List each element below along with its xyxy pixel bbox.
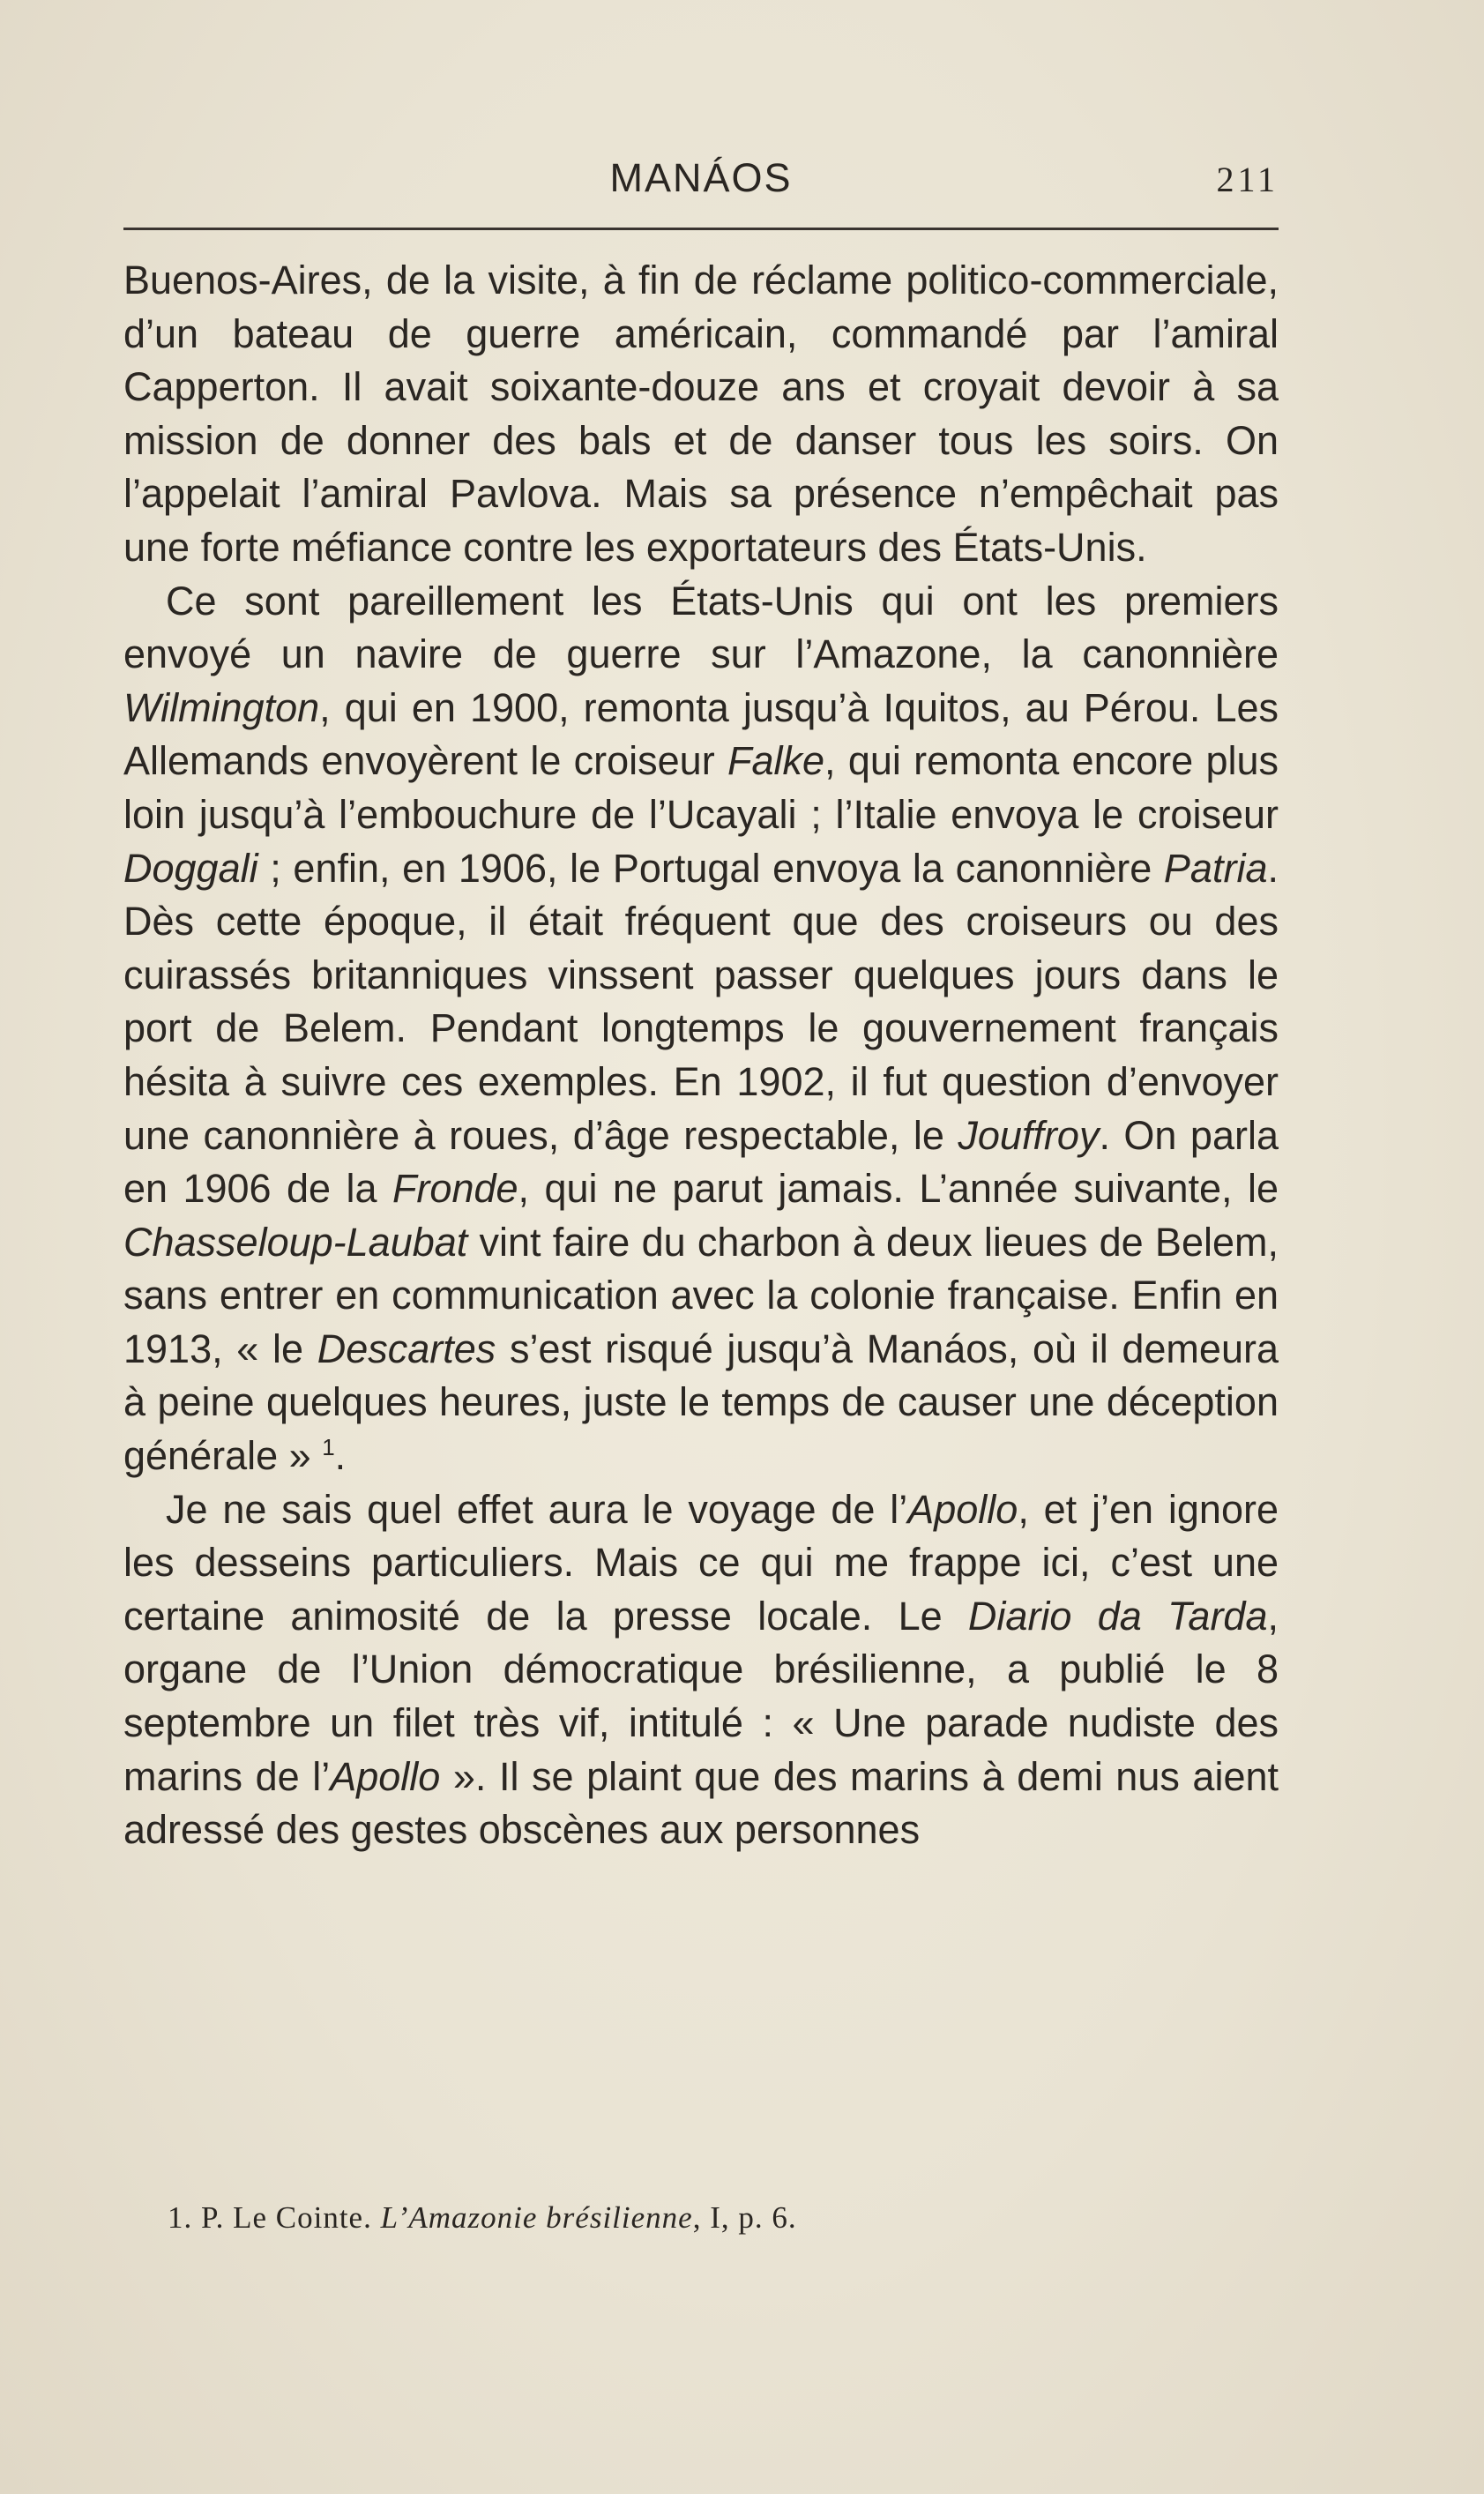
italic-title: Patria — [1163, 845, 1268, 891]
text-run: . Dès cette époque, il était fréquent que des croiseurs ou des cuirassés britanniques vinssent passer quelques jours dans le port de Belem. Pendant longtemps le gouvernement français hésita à suivre ces exemples. En 1902, il fut question d’envoyer une canonnière à roues, d’âge respectable, le — [123, 845, 1279, 1158]
text-run: Ce sont pareillement les États-Unis qui ont les premiers envoyé un navire de guerre sur l’Amazone, la canonnière — [123, 578, 1279, 677]
text-run: Buenos-Aires, de la visite, à fin de réclame politico-commerciale, d’un bateau de guerre américain, commandé par l’amiral Capperton. Il avait soixante-douze ans et croyait devoir à sa mission de donner des bals et de danser tous les soirs. On l’appelait l’amiral Pavlova. Mais sa présence n’empêchait pas une forte méfiance contre les exportateurs des États-Unis. — [123, 258, 1279, 570]
text-run: , et j’en ignore les desseins particuliers. Mais ce qui me frappe ici, c’est une certaine animosité de la presse locale. Le — [123, 1486, 1279, 1639]
page-number: 211 — [1216, 160, 1279, 199]
paragraph-continuation — [123, 254, 1279, 575]
running-head — [123, 155, 1279, 217]
text-run: s’est risqué jusqu’à Manáos, où il demeura à peine quelques heures, juste le temps de causer une déception générale » — [123, 1325, 1279, 1479]
text-run: , qui remonta encore plus loin jusqu’à l’embouchure de l’Ucayali ; l’Italie envoya le croiseur — [123, 738, 1279, 837]
text-run: vint faire du charbon à deux lieues de Belem, sans entrer en communication avec la colonie française. Enfin en 1913, « le — [123, 1219, 1279, 1371]
footnote-author: P. Le Cointe. — [201, 2200, 372, 2235]
footnote-number: 1. — [168, 2200, 193, 2235]
text-run: , qui en 1900, remonta jusqu’à Iquitos, au Pérou. Les Allemands envoyèrent le croiseur — [123, 684, 1279, 784]
paragraph-warships — [123, 575, 1279, 1483]
italic-title: Descartes — [317, 1325, 496, 1371]
text-run: , qui ne parut jamais. L’année suivante, le — [518, 1166, 1279, 1212]
running-title: MANÁOS — [609, 155, 793, 200]
footnote — [168, 2200, 1279, 2236]
italic-title: Chasseloup-Laubat — [123, 1219, 468, 1265]
italic-title: Falke — [727, 738, 825, 784]
paragraph-apollo — [123, 1483, 1279, 1857]
header-rule — [123, 228, 1279, 230]
text-run: . — [334, 1433, 347, 1479]
italic-title: Apollo — [907, 1486, 1018, 1532]
footnote-ref: 1 — [322, 1434, 335, 1461]
italic-title: Apollo — [330, 1753, 441, 1799]
italic-title: Jouffroy — [958, 1112, 1100, 1158]
text-run: . On parla en 1906 de la — [123, 1112, 1279, 1212]
body-text — [123, 254, 1279, 1857]
footnote-rest: , I, p. 6. — [692, 2200, 797, 2235]
italic-title: Wilmington — [123, 684, 320, 730]
text-run: , organe de l’Union démocratique brésilienne, a publié le 8 septembre un filet très vif, intitulé : « Une parade nudiste des marins de l’ — [123, 1593, 1279, 1799]
text-run: ». Il se plaint que des marins à demi nus aient adressé des gestes obscènes aux personnes — [123, 1753, 1279, 1853]
italic-title: Diario da Tarda — [967, 1593, 1268, 1639]
text-run: Je ne sais quel effet aura le voyage de l’ — [166, 1486, 908, 1532]
italic-title: Doggali — [123, 845, 258, 891]
footnote-title: L’Amazonie brésilienne — [380, 2200, 693, 2235]
italic-title: Fronde — [392, 1166, 518, 1212]
text-run: ; enfin, en 1906, le Portugal envoya la canonnière — [257, 845, 1164, 891]
